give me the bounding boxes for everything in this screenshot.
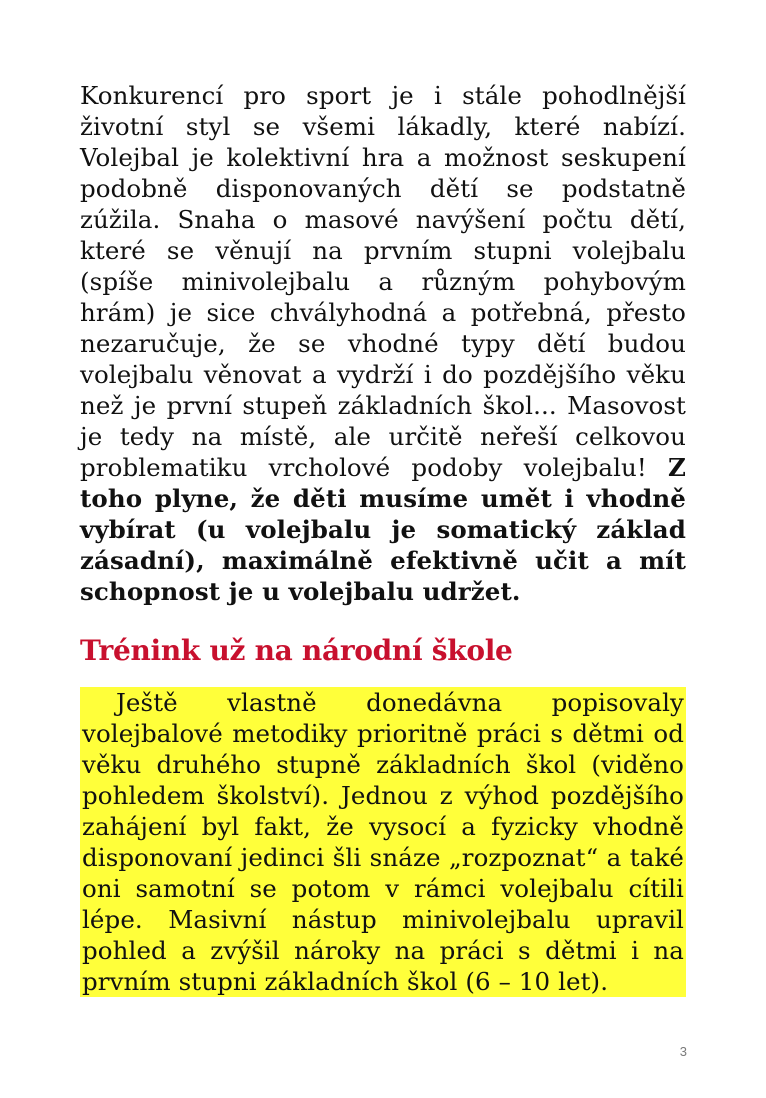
highlighted-paragraph: Ještě vlastně donedávna popisovaly volejbalové metodiky prioritně práci s dětmi od věku druhého stupně základních škol (viděno pohledem školství). Jednou z výhod pozdějšího zahájení byl fakt, že vysocí a fyzicky vhodně disponovaní jedinci šli snáze „rozpoznat“ a také oni samotní se potom v rámci volejbalu cítili lépe. Masivní nástup minivolejbalu upravil pohled a zvýšil nároky na práci s dětmi i na prvním stupni základních škol (6 – 10 let). bbox=[82, 688, 684, 996]
section-heading: Trénink už na národní škole bbox=[80, 634, 513, 667]
body-paragraph bbox=[80, 80, 686, 607]
paragraph-bold-conclusion: Z toho plyne, že děti musíme umět i vhodně vybírat (u volejbalu je somatický základ zásadní), maximálně efektivně učit a mít schopnost je u volejbalu udržet. bbox=[80, 453, 686, 606]
page-number: 3 bbox=[679, 1044, 687, 1059]
highlighted-paragraph-block bbox=[80, 687, 686, 997]
paragraph-text: Konkurencí pro sport je i stále pohodlnější životní styl se všemi lákadly, které nabízí. Volejbal je kolektivní hra a možnost seskupení podobně disponovaných dětí se podstatně zúžila. Snaha o masové navýšení počtu dětí, které se věnují na prvním stupni volejbalu (spíše minivolejbalu a různým pohybovým hrám) je sice chvályhodná a potřebná, přesto nezaručuje, že se vhodné typy dětí budou volejbalu věnovat a vydrží i do pozdějšího věku než je první stupeň základních škol... Masovost je tedy na místě, ale určitě neřeší celkovou problematiku vrcholové podoby volejbalu! bbox=[80, 81, 686, 482]
document-page bbox=[80, 80, 686, 997]
